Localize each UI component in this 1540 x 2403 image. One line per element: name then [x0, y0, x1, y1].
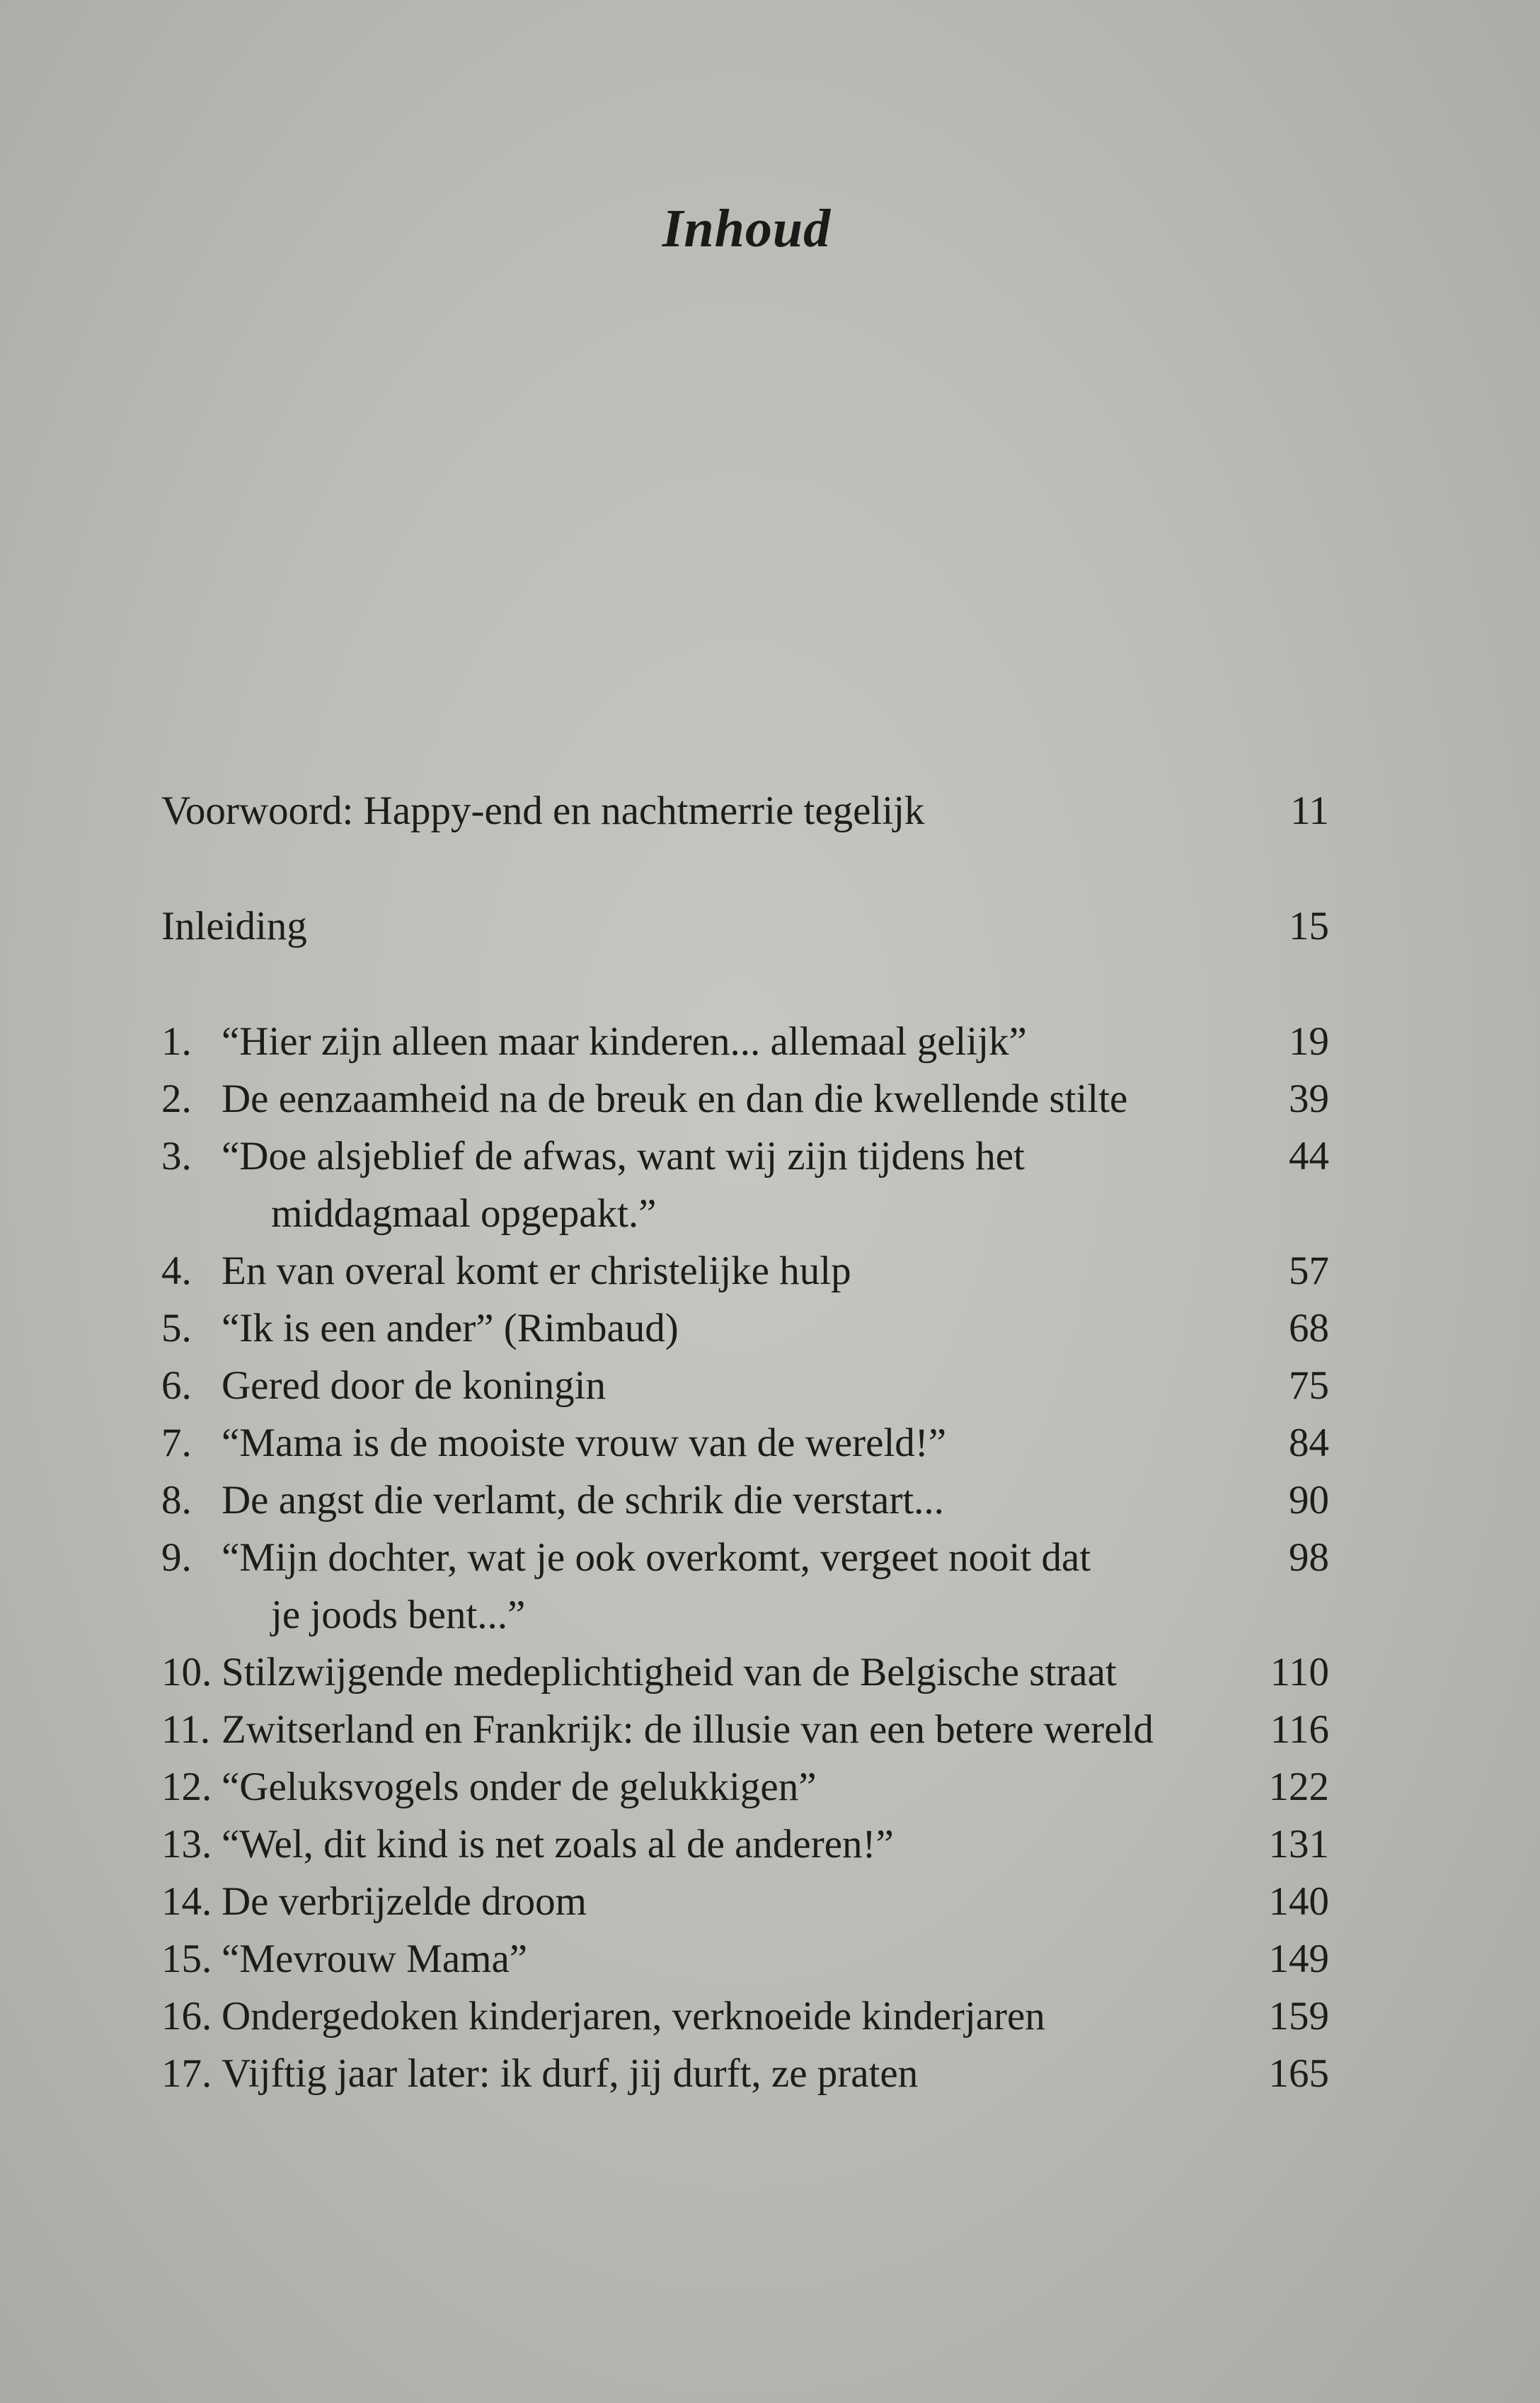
toc-entry-title-block: [222, 1128, 1244, 1242]
toc-entry-number: 14.: [161, 1879, 212, 1924]
toc-entry-number: 9.: [161, 1535, 192, 1580]
toc-entry-page: 110: [1270, 1650, 1329, 1694]
toc-entry-number: 1.: [161, 1019, 192, 1064]
toc-entry-page: 19: [1289, 1019, 1329, 1064]
toc-entry-title-continued: middagmaal opgepakt.”: [271, 1191, 657, 1236]
toc-entry-number: 12.: [161, 1765, 212, 1809]
toc-entry-page: 90: [1289, 1478, 1329, 1522]
toc-entry-page: 140: [1268, 1879, 1329, 1924]
table-of-contents: [161, 782, 1329, 2102]
toc-entry-inleiding: [161, 897, 1329, 955]
toc-entry-title: Gered door de koningin: [222, 1363, 606, 1408]
toc-entry-title: De angst die verlamt, de schrik die verstart...: [222, 1478, 944, 1522]
toc-entry-page: 68: [1289, 1306, 1329, 1350]
toc-entry-title: Voorwoord: Happy-end en nachtmerrie tegelijk: [161, 788, 925, 833]
toc-entry-number: 13.: [161, 1822, 212, 1866]
toc-entry-11: [161, 1701, 1329, 1758]
toc-entry-12: [161, 1758, 1329, 1816]
toc-entry-17: [161, 2045, 1329, 2102]
toc-entry-number: 11.: [161, 1707, 211, 1752]
toc-entry-9: [161, 1529, 1329, 1644]
toc-entry-5: [161, 1300, 1329, 1357]
toc-entry-page: 159: [1268, 1994, 1329, 2038]
toc-entry-number: 7.: [161, 1421, 192, 1465]
toc-entry-number: 6.: [161, 1363, 192, 1408]
toc-entry-title: Zwitserland en Frankrijk: de illusie van een betere wereld: [222, 1707, 1154, 1752]
toc-entry-page: 84: [1289, 1421, 1329, 1465]
toc-entry-title-block: [222, 1529, 1244, 1644]
toc-entry-page: 122: [1268, 1765, 1329, 1809]
toc-entry-title: “Doe alsjeblief de afwas, want wij zijn tijdens het: [222, 1134, 1025, 1178]
toc-entry-number: 16.: [161, 1994, 212, 2038]
toc-entry-14: [161, 1873, 1329, 1930]
toc-entry-title: Stilzwijgende medeplichtigheid van de Belgische straat: [222, 1650, 1117, 1694]
toc-entry-title: De eenzaamheid na de breuk en dan die kwellende stilte: [222, 1077, 1128, 1121]
toc-entry-title: “Mevrouw Mama”: [222, 1937, 528, 1981]
toc-entry-title: Inleiding: [161, 904, 307, 948]
toc-entry-10: [161, 1644, 1329, 1701]
toc-entry-page: 57: [1289, 1249, 1329, 1293]
toc-entry-16: [161, 1988, 1329, 2045]
toc-entry-title: En van overal komt er christelijke hulp: [222, 1249, 851, 1293]
toc-entry-number: 17.: [161, 2051, 212, 2096]
toc-entry-title: “Geluksvogels onder de gelukkigen”: [222, 1765, 817, 1809]
toc-entry-page: 39: [1289, 1077, 1329, 1121]
toc-entry-page: 75: [1289, 1363, 1329, 1408]
toc-entry-number: 2.: [161, 1077, 192, 1121]
toc-entry-page: 131: [1268, 1822, 1329, 1866]
toc-entry-number: 8.: [161, 1478, 192, 1522]
toc-entry-8: [161, 1472, 1329, 1529]
toc-entry-page: 98: [1289, 1535, 1329, 1580]
toc-entry-6: [161, 1357, 1329, 1414]
toc-entry-13: [161, 1816, 1329, 1873]
toc-entry-1: [161, 1013, 1329, 1070]
toc-entry-15: [161, 1930, 1329, 1988]
toc-entry-number: 15.: [161, 1937, 212, 1981]
toc-entry-title-continued: je joods bent...”: [271, 1593, 526, 1637]
toc-entry-title: “Ik is een ander” (Rimbaud): [222, 1306, 679, 1350]
toc-entry-number: 4.: [161, 1249, 192, 1293]
toc-entry-page: 165: [1268, 2051, 1329, 2096]
toc-entry-title: Ondergedoken kinderjaren, verknoeide kinderjaren: [222, 1994, 1045, 2038]
toc-entry-title: “Mijn dochter, wat je ook overkomt, vergeet nooit dat: [222, 1535, 1091, 1580]
toc-entry-page: 15: [1289, 904, 1329, 948]
toc-entry-3: [161, 1128, 1329, 1242]
toc-entry-title: “Hier zijn alleen maar kinderen... allemaal gelijk”: [222, 1019, 1027, 1064]
toc-entry-page: 149: [1268, 1937, 1329, 1981]
toc-entry-title: “Wel, dit kind is net zoals al de anderen!”: [222, 1822, 894, 1866]
toc-entry-title: De verbrijzelde droom: [222, 1879, 587, 1924]
toc-entry-page: 116: [1270, 1707, 1329, 1752]
toc-entry-number: 10.: [161, 1650, 212, 1694]
toc-entry-number: 3.: [161, 1134, 192, 1178]
toc-entry-number: 5.: [161, 1306, 192, 1350]
page-title: Inhoud: [662, 199, 832, 258]
toc-entry-2: [161, 1070, 1329, 1128]
toc-entry-7: [161, 1414, 1329, 1472]
toc-entry-page: 11: [1290, 788, 1329, 833]
toc-entry-4: [161, 1242, 1329, 1300]
toc-entry-page: 44: [1289, 1134, 1329, 1178]
toc-entry-title: “Mama is de mooiste vrouw van de wereld!”: [222, 1421, 947, 1465]
toc-entry-voorwoord: [161, 782, 1329, 839]
toc-entry-title: Vijftig jaar later: ik durf, jij durft, ze praten: [222, 2051, 919, 2096]
